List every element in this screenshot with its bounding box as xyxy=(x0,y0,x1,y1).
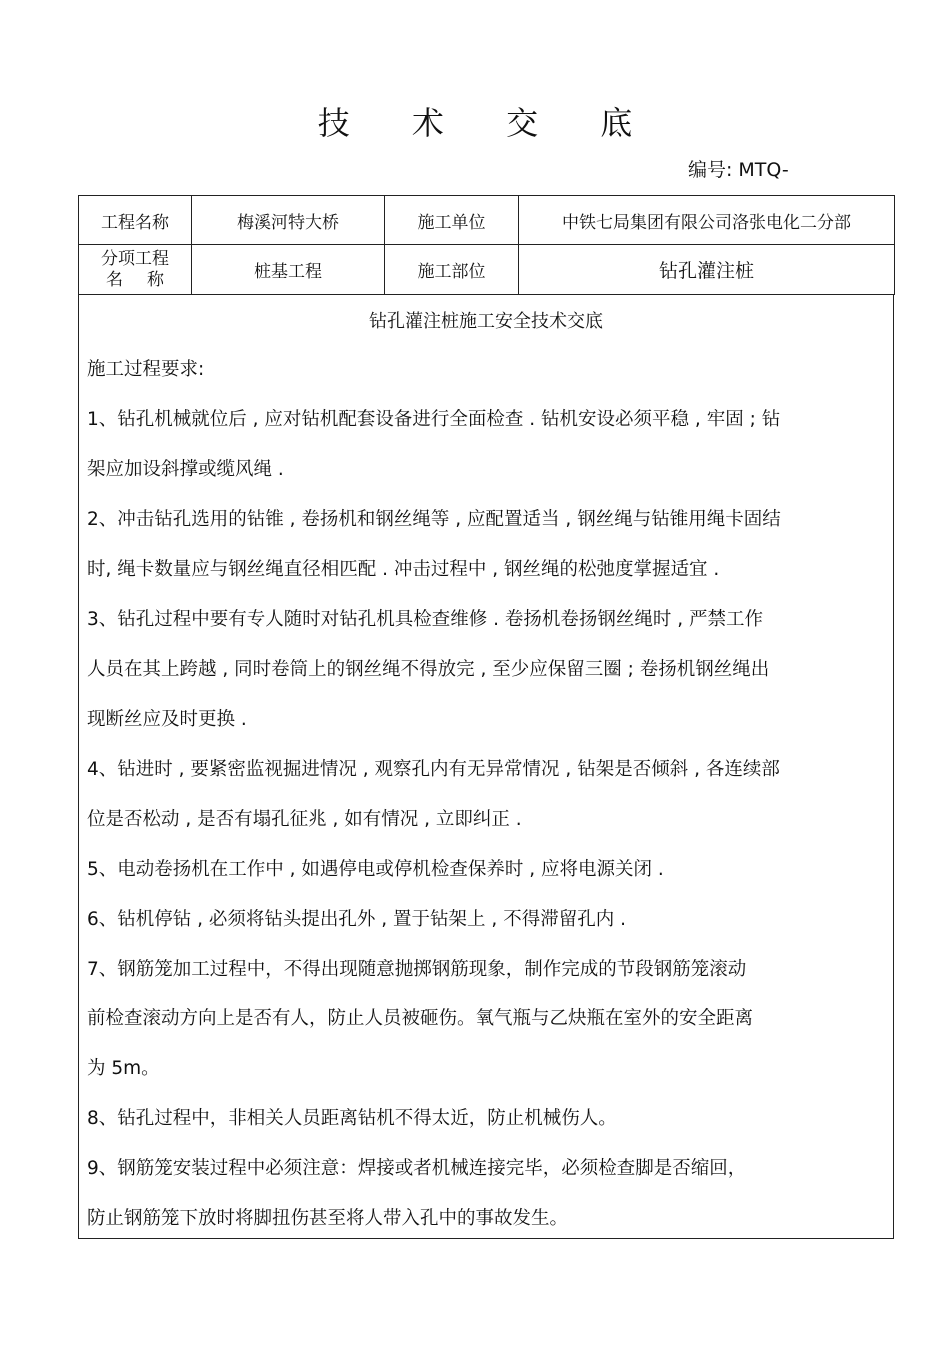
sub-project-label-line2: 名称 xyxy=(106,269,188,290)
content-line: 6、钻机停钻 , 必须将钻头提出孔外 , 置于钻架上 , 不得滞留孔内 . xyxy=(87,909,626,930)
sub-project-label xyxy=(79,245,192,295)
content-line: 人员在其上跨越 , 同时卷筒上的钢丝绳不得放完 , 至少应保留三圈 ; 卷扬机钢丝绳出 xyxy=(87,659,770,680)
content-line: 防止钢筋笼下放时将脚扭伤甚至将人带入孔中的事故发生。 xyxy=(87,1208,569,1229)
content-line: 3、钻孔过程中要有专人随时对钻孔机具检查维修 . 卷扬机卷扬钢丝绳时 , 严禁工作 xyxy=(87,609,764,630)
project-name-label: 工程名称 xyxy=(79,196,192,245)
construction-position-value: 钻孔灌注桩 xyxy=(519,245,895,295)
sub-project-label-line1: 分项工程 xyxy=(101,248,169,269)
sub-project-value: 桩基工程 xyxy=(192,245,385,295)
project-name-value: 梅溪河特大桥 xyxy=(192,196,385,245)
content-line: 位是否松动 , 是否有塌孔征兆 , 如有情况 , 立即纠正 . xyxy=(87,809,522,830)
content-line: 现断丝应及时更换 . xyxy=(87,709,247,730)
construction-unit-label: 施工单位 xyxy=(385,196,519,245)
content-title: 钻孔灌注桩施工安全技术交底 xyxy=(369,311,603,332)
content-line: 4、钻进时 , 要紧密监视掘进情况 , 观察孔内有无异常情况 , 钻架是否倾斜 , 各连续部 xyxy=(87,759,780,780)
document-number-label: 编号: xyxy=(688,159,733,181)
content-line: 8、钻孔过程中，非相关人员距离钻机不得太近，防止机械伤人。 xyxy=(87,1108,617,1129)
document-number-value: MTQ- xyxy=(738,159,789,181)
content-line: 施工过程要求: xyxy=(87,359,205,380)
content-line: 1、钻孔机械就位后 , 应对钻机配套设备进行全面检查 . 钻机安设必须平稳 , 牢固 ; 钻 xyxy=(87,409,781,430)
content-line: 架应加设斜撑或缆风绳 . xyxy=(87,459,284,480)
construction-unit-value: 中铁七局集团有限公司洛张电化二分部 xyxy=(519,196,895,245)
document-number xyxy=(682,155,789,182)
content-line: 9、钢筋笼安装过程中必须注意：焊接或者机械连接完毕，必须检查脚是否缩回， xyxy=(87,1158,747,1179)
content-line: 时, 绳卡数量应与钢丝绳直径相匹配 . 冲击过程中 , 钢丝绳的松弛度掌握适宜 . xyxy=(87,559,720,580)
header-table xyxy=(78,195,895,295)
content-line: 为 5m。 xyxy=(87,1058,160,1079)
header-row-1 xyxy=(79,196,895,245)
content-box xyxy=(78,294,894,1239)
header-row-2 xyxy=(79,245,895,295)
document-title: 技 术 交 底 xyxy=(317,104,659,142)
construction-position-label: 施工部位 xyxy=(385,245,519,295)
content-line: 7、钢筋笼加工过程中，不得出现随意抛掷钢筋现象，制作完成的节段钢筋笼滚动 xyxy=(87,959,747,980)
content-line: 前检查滚动方向上是否有人，防止人员被砸伤。氧气瓶与乙炔瓶在室外的安全距离 xyxy=(87,1008,754,1029)
content-line: 2、冲击钻孔选用的钻锥 , 卷扬机和钢丝绳等 , 应配置适当 , 钢丝绳与钻锥用绳卡固结 xyxy=(87,509,781,530)
content-line: 5、电动卷扬机在工作中 , 如遇停电或停机检查保养时 , 应将电源关闭 . xyxy=(87,859,664,880)
